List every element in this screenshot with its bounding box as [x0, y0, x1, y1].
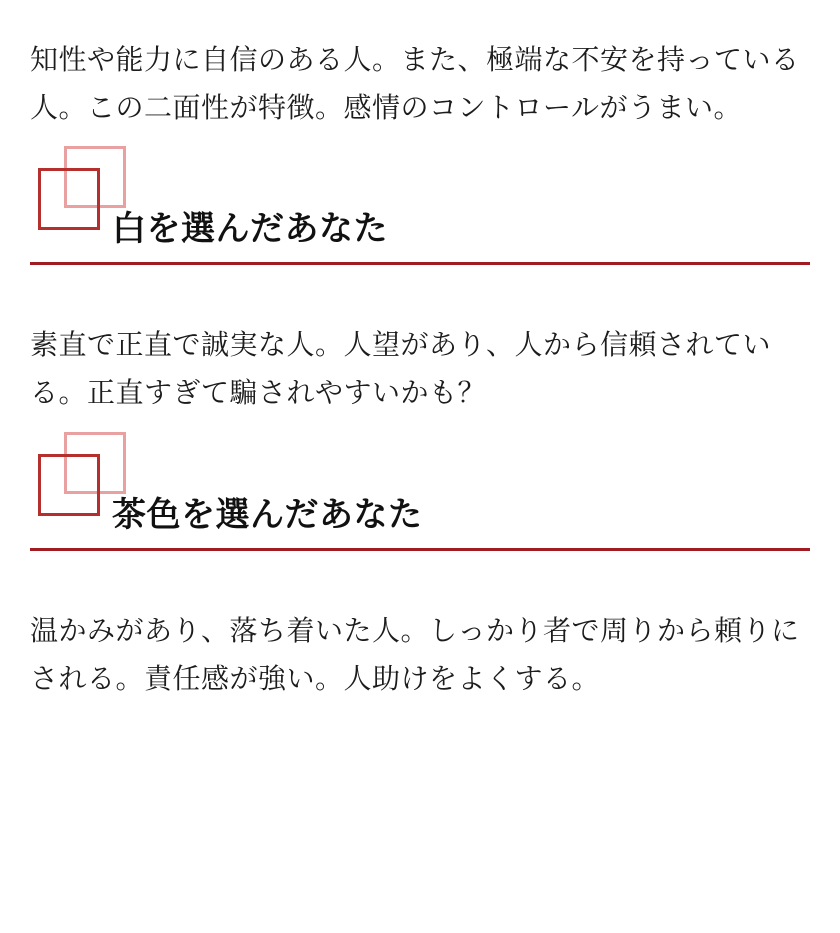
gap-1 — [30, 265, 810, 321]
square-front-shape — [38, 454, 100, 516]
section-2-divider — [30, 548, 810, 551]
section-1-divider — [30, 262, 810, 265]
section-1-paragraph: 知性や能力に自信のある人。また、極端な不安を持っている人。この二面性が特徴。感情のコントロールがうまい。 — [30, 44, 800, 124]
section-1 — [30, 36, 810, 265]
section-1-heading: 白を選んだあなた — [112, 210, 388, 249]
section-2-heading-block — [30, 432, 810, 542]
section-2-heading: 茶色を選んだあなた — [112, 495, 423, 534]
square-front-shape — [38, 168, 100, 230]
gap-2 — [30, 551, 810, 607]
section-2 — [30, 321, 810, 550]
section-3-paragraph: 温かみがあり、落ち着いた人。しっかり者で周りから頼りにされる。責任感が強い。人助けをよくする。 — [30, 614, 800, 694]
top-spacer — [30, 0, 810, 36]
section-2-paragraph: 素直で正直で誠実な人。人望があり、人から信頼されている。正直すぎて騙されやすいかも？ — [30, 329, 772, 409]
section-3 — [30, 607, 810, 703]
section-1-heading-block — [30, 146, 810, 256]
